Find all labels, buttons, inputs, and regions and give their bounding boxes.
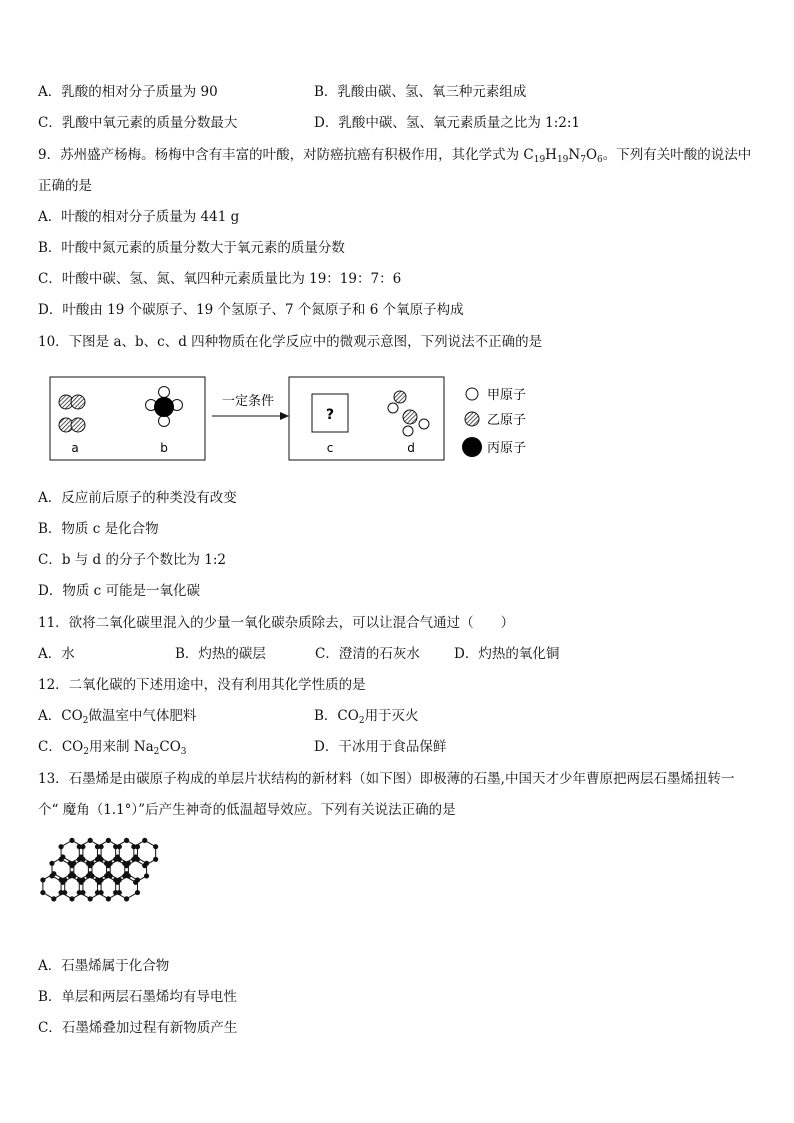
q12-option-d: D．干冰用于食品保鲜: [314, 739, 447, 755]
carbon-atom: [51, 871, 56, 876]
formula-element: O: [585, 147, 598, 163]
arrow-head-icon: [280, 412, 289, 420]
carbon-atom: [133, 854, 138, 859]
graphene-lattice-figure: [30, 835, 230, 945]
legend-bing-icon: [462, 437, 482, 457]
carbon-atom: [51, 896, 56, 901]
q11-option-d: D．灼热的氧化铜: [454, 646, 560, 662]
carbon-atom: [113, 844, 118, 849]
q11-stem: 11．欲将二氧化碳里混入的少量一氧化碳杂质除去，可以让混合气通过（ ）: [38, 615, 515, 631]
legend-yi-label: 乙原子: [487, 413, 527, 428]
carbon-atom: [124, 871, 129, 876]
label-b: b: [160, 441, 168, 455]
carbon-atom: [95, 877, 100, 882]
carbon-atom: [95, 844, 100, 849]
legend-jia-icon: [466, 388, 478, 400]
q13-option-a: A．石墨烯属于化合物: [38, 958, 170, 974]
carbon-atom: [113, 890, 118, 895]
option-text: C．CO: [38, 739, 84, 755]
carbon-atom: [113, 877, 118, 882]
carbon-atom: [142, 838, 147, 843]
carbon-atom: [40, 890, 45, 895]
carbon-atom: [77, 844, 82, 849]
q13-stem-line2: 个“ 魔角（1.1°）”后产生神奇的低温超导效应。下列有关说法正确的是: [38, 802, 456, 818]
carbon-atom: [78, 854, 83, 859]
q13-option-c: C．石墨烯叠加过程有新物质产生: [38, 1020, 238, 1036]
carbon-atom: [58, 844, 63, 849]
q9-option-d: D．叶酸由 19 个碳原子、19 个氢原子、7 个氮原子和 6 个氧原子构成: [38, 302, 464, 318]
option-text: A．CO: [38, 708, 83, 724]
q10-option-d: D．物质 c 可能是一氧化碳: [38, 583, 200, 599]
reaction-diagram: [40, 370, 560, 470]
option-text: CO: [159, 739, 181, 755]
q8-option-b: B．乳酸由碳、氢、氧三种元素组成: [314, 84, 527, 100]
carbon-atom: [106, 896, 111, 901]
formula-subscript: 19: [556, 155, 569, 165]
carbon-atom: [124, 896, 129, 901]
label-d: d: [407, 441, 415, 455]
formula-subscript: 7: [580, 155, 586, 165]
formula-element: N: [568, 147, 581, 163]
q9-option-a: A．叶酸的相对分子质量为 441 g: [38, 209, 240, 225]
label-c: c: [326, 441, 334, 455]
molecule-d: [388, 391, 429, 436]
q9-option-c: C．叶酸中碳、氢、氮、氧四种元素质量比为 19：19：7：6: [38, 271, 402, 287]
formula-subscript: 2: [82, 716, 89, 726]
carbon-atom: [68, 861, 73, 866]
carbon-atom: [58, 877, 63, 882]
q11-option-b: B．灼热的碳层: [175, 646, 266, 662]
q10-option-a: A．反应前后原子的种类没有改变: [38, 490, 237, 506]
carbon-atom: [153, 844, 158, 849]
molecule-a: [59, 395, 85, 432]
carbon-atom: [115, 854, 120, 859]
carbon-atom: [77, 890, 82, 895]
carbon-atom: [144, 873, 149, 878]
q12-option-a: [38, 707, 196, 730]
unknown-mark: ?: [325, 407, 335, 423]
carbon-atom: [40, 877, 45, 882]
label-a: a: [71, 441, 79, 455]
option-text: 用来制 Na: [88, 739, 154, 755]
carbon-atom: [106, 838, 111, 843]
formula-subscript: 2: [153, 747, 160, 757]
carbon-atom: [153, 857, 158, 862]
q12-stem: 12．二氧化碳的下述用途中，没有利用其化学性质的是: [38, 677, 366, 693]
q8-option-c: C．乳酸中氧元素的质量分数最大: [38, 115, 238, 131]
carbon-atom: [88, 896, 93, 901]
carbon-atom: [104, 861, 109, 866]
molecule-b: [146, 387, 183, 427]
carbon-atom: [131, 844, 136, 849]
carbon-atom: [69, 838, 74, 843]
formula-subscript: 2: [358, 716, 365, 726]
q9-option-b: B．叶酸中氮元素的质量分数大于氧元素的质量分数: [38, 240, 345, 256]
carbon-atom: [97, 854, 102, 859]
formula-subscript: 3: [180, 747, 187, 757]
q8-option-a: A．乳酸的相对分子质量为 90: [38, 84, 218, 100]
q11-option-c: C．澄清的石灰水: [315, 646, 420, 662]
legend-yi-icon: [465, 412, 479, 426]
q12-option-c: [38, 738, 187, 761]
carbon-atom: [58, 890, 63, 895]
option-text: 做温室中气体肥料: [88, 708, 197, 724]
carbon-atom: [60, 854, 65, 859]
q13-option-b: B．单层和两层石墨烯均有导电性: [38, 989, 237, 1005]
q9-stem: [38, 146, 751, 169]
arrow-label: 一定条件: [221, 394, 275, 409]
carbon-atom: [135, 877, 140, 882]
carbon-atom: [88, 871, 93, 876]
carbon-atom: [69, 896, 74, 901]
carbon-atom: [124, 838, 129, 843]
carbon-atom: [77, 877, 82, 882]
q12-option-b: [314, 707, 419, 730]
q13-stem-line1: 13．石墨烯是由碳原子构成的单层片状结构的新材料（如下图）即极薄的石墨,中国天才少年曹原把两层石墨烯扭转一: [38, 771, 735, 787]
q10-option-c: C．b 与 d 的分子个数比为 1:2: [38, 552, 227, 568]
formula-subscript: 6: [597, 155, 603, 165]
legend-bing-label: 丙原子: [487, 441, 527, 456]
carbon-atom: [106, 871, 111, 876]
q9-stem-line2: 正确的是: [38, 178, 92, 194]
carbon-atom: [86, 861, 91, 866]
carbon-atom: [69, 871, 74, 876]
formula-subscript: 19: [533, 155, 546, 165]
q10-stem: 10．下图是 a、b、c、d 四种物质在化学反应中的微观示意图，下列说法不正确的是: [38, 334, 543, 350]
q9-stem-text: 9．苏州盛产杨梅。杨梅中含有丰富的叶酸，对防癌抗癌有积极作用，其化学式为 C: [38, 147, 534, 163]
carbon-atom: [95, 890, 100, 895]
q10-option-b: B．物质 c 是化合物: [38, 521, 159, 537]
q11-option-a: A．水: [38, 646, 75, 662]
carbon-atom: [135, 890, 140, 895]
formula-element: H: [545, 147, 557, 163]
carbon-atom: [144, 861, 149, 866]
formula-subscript: 2: [83, 747, 89, 757]
carbon-atom: [122, 861, 127, 866]
option-text: 用于灭火: [364, 708, 419, 724]
q9-stem-text: 。下列有关叶酸的说法中: [602, 147, 752, 163]
q8-option-d: D．乳酸中碳、氢、氧元素质量之比为 1:2:1: [314, 115, 580, 131]
carbon-atom: [49, 861, 54, 866]
legend-jia-label: 甲原子: [487, 388, 527, 403]
legend: [462, 388, 526, 457]
option-text: B．CO: [314, 708, 359, 724]
carbon-atom: [88, 838, 93, 843]
